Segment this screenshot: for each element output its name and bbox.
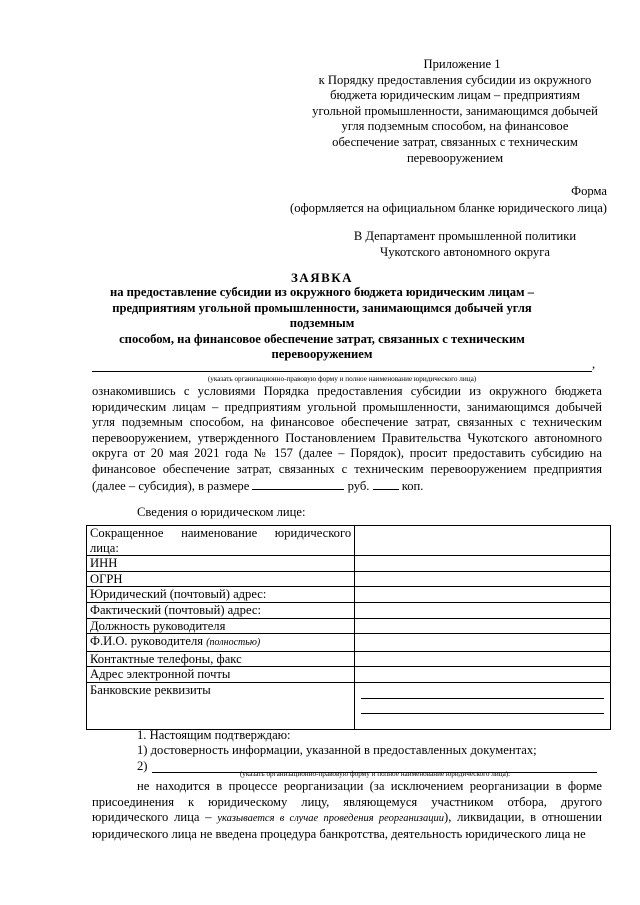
table-row xyxy=(87,602,611,618)
paragraph-text: ), ликвидации, в отношении юридического лица не введена процедура банкротства, деятельность юридического лица не xyxy=(92,810,603,841)
appendix-line: перевооружением xyxy=(406,150,504,165)
appendix-header xyxy=(300,57,610,166)
row-value[interactable] xyxy=(355,571,611,587)
addressee-line: В Департамент промышленной политики xyxy=(353,229,577,243)
bank-details-value[interactable] xyxy=(355,682,611,729)
title-line: на предоставление субсидии из окружного бюджета юридическим лицам – xyxy=(109,285,535,300)
bank-details-line[interactable] xyxy=(361,683,604,699)
paragraph-intro xyxy=(92,384,602,494)
table-row xyxy=(87,526,611,556)
form-label: Форма xyxy=(571,184,607,198)
confirm-intro: 1. Настоящим подтверждаю: xyxy=(137,728,291,742)
row-label: Банковские реквизиты xyxy=(87,682,355,729)
row-label: ОГРН xyxy=(87,571,355,587)
title-line: способом, на финансовое обеспечение затрат, связанных с техническим xyxy=(119,331,525,346)
form-note: (оформляется на официальном бланке юридического лица) xyxy=(290,201,607,215)
appendix-number: Приложение 1 xyxy=(423,57,501,71)
confirm-item-2-caption: (указать организационно-правовую форму и полное наименование юридического лица): xyxy=(239,770,511,778)
row-label: ИНН xyxy=(87,556,355,572)
row-value[interactable] xyxy=(355,651,611,667)
table-row xyxy=(87,682,611,729)
comma: , xyxy=(592,357,596,371)
appendix-line: бюджета юридическим лицам – предприятиям xyxy=(330,88,580,103)
confirm-item-2-prefix: 2) xyxy=(137,759,148,773)
amount-rub-blank[interactable] xyxy=(252,478,344,490)
paragraph-italic-note: указывается в случае проведения реорганизации xyxy=(217,813,445,825)
title-line: предприятиям угольной промышленности, занимающимся добычей угля подземным xyxy=(112,300,532,331)
table-row xyxy=(87,634,611,652)
row-value[interactable] xyxy=(355,667,611,683)
row-label: Контактные телефоны, факс xyxy=(87,651,355,667)
table-row xyxy=(87,587,611,603)
legal-entity-table xyxy=(86,525,611,730)
row-label: Адрес электронной почты xyxy=(87,667,355,683)
confirm-item-1: 1) достоверность информации, указанной в предоставленных документах; xyxy=(137,743,537,757)
bank-details-line[interactable] xyxy=(361,714,604,729)
applicant-caption: (указать организационно-правовую форму и полное наименование юридического лица) xyxy=(207,375,477,383)
row-value[interactable] xyxy=(355,618,611,634)
row-value[interactable] xyxy=(355,526,611,556)
row-value[interactable] xyxy=(355,587,611,603)
rub-label: руб. xyxy=(347,478,370,493)
table-row xyxy=(87,556,611,572)
title-line: перевооружением xyxy=(271,347,373,362)
table-row xyxy=(87,571,611,587)
appendix-line: к Порядку предоставления субсидии из окружного xyxy=(318,72,592,87)
kop-label: коп. xyxy=(401,478,424,493)
row-value[interactable] xyxy=(355,556,611,572)
paragraph-text: не находится в процессе реорганизации (за исключением реорганизации в форме присоединения к юридическому лицу, являющемуся участником отбора, другого юридического лица – xyxy=(92,779,602,825)
appendix-line: угля подземным способом, на финансовое xyxy=(341,119,569,134)
row-label: Сокращенное наименование юридического лица: xyxy=(87,526,355,556)
amount-kop-blank[interactable] xyxy=(373,478,399,490)
document-title xyxy=(92,270,552,362)
applicant-name-blank[interactable] xyxy=(92,357,592,372)
row-label-note: (полностью) xyxy=(206,637,261,649)
title-main: ЗАЯВКА xyxy=(290,270,354,285)
row-label: Юридический (почтовый) адрес: xyxy=(87,587,355,603)
addressee xyxy=(340,229,590,260)
table-row xyxy=(87,667,611,683)
row-value[interactable] xyxy=(355,602,611,618)
paragraph-text: ознакомившись с условиями Порядка предоставления субсидии из окружного бюджета юридическим лицам – предприятиям угольной промышленности, занимающимся добычей угля подземным способом, на финансовое обеспечение затрат, связанных с техническим перевооружением, утвержденного Постановлением Правительства Чукотского автономного округа от 20 мая 2021 года № 157 (далее – Порядок), просит предоставить субсидию на финансовое обеспечение затрат, связанных с техническим перевооружением предприятия (далее – субсидия), в размере xyxy=(92,384,602,493)
info-heading: Сведения о юридическом лице: xyxy=(137,505,306,519)
table-row xyxy=(87,651,611,667)
row-label: Должность руководителя xyxy=(87,618,355,634)
appendix-line: угольной промышленности, занимающимся добычей xyxy=(312,103,598,118)
row-value[interactable] xyxy=(355,634,611,652)
addressee-line: Чукотского автономного округа xyxy=(380,244,550,259)
table-row xyxy=(87,618,611,634)
bank-details-line[interactable] xyxy=(361,699,604,715)
row-label: Фактический (почтовый) адрес: xyxy=(87,602,355,618)
paragraph-reorganization xyxy=(92,779,602,842)
row-label: Ф.И.О. руководителя (полностью) xyxy=(87,634,355,652)
appendix-line: обеспечение затрат, связанных с техническим xyxy=(332,134,578,149)
